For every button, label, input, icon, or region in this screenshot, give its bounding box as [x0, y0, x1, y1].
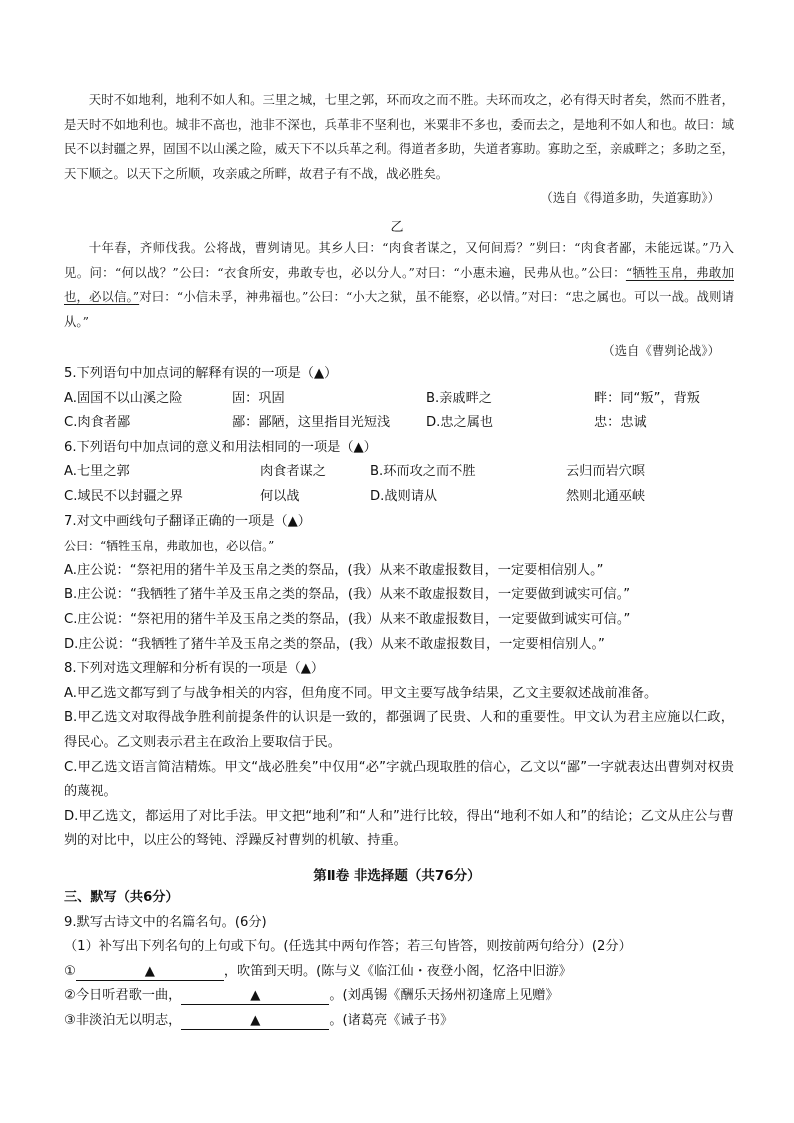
q6-row-2	[64, 485, 734, 510]
q5-option-d-expl: 忠：忠诚	[594, 415, 647, 431]
q5-option-b-expl: 畔：同“叛”，背叛	[594, 390, 700, 406]
q8-option-b: B.甲乙选文对取得战争胜利前提条件的认识是一致的，都强调了民贵、人和的重要性。甲文认为君主应施以仁政，得民心。乙文则表示君主在政治上要取信于民。	[64, 710, 734, 750]
q6-option-d-1: D.战则请从	[370, 488, 438, 504]
q8-stem: 8.下列对选文理解和分析有误的一项是（▲）	[64, 661, 325, 677]
q7-option-a: A.庄公说：“祭祀用的猪牛羊及玉帛之类的祭品，(我）从来不敢虚报数目，一定要相信别人。”	[64, 562, 604, 578]
passage-yi-text-2: 对曰：“小信未孚，神弗福也。”公曰：“小大之狱，虽不能察，必以情。”对曰：“忠之属也。可以一战。战则请从。”	[64, 289, 734, 329]
q8-option-a: A.甲乙选文都写到了与战争相关的内容，但角度不同。甲文主要写战争结果，乙文主要叙述战前准备。	[64, 685, 658, 701]
q5-row-1	[64, 387, 734, 412]
q9-blank-3[interactable]: ▲	[181, 1013, 329, 1030]
q6-option-c-1: C.域民不以封疆之界	[64, 488, 183, 504]
q9-blank-1[interactable]: ▲	[76, 964, 224, 981]
q8-option-c: C.甲乙选文语言简洁精炼。甲文“战必胜矣”中仅用“必”字就凸现取胜的信心，乙文以“鄙”一字就表达出曹刿对权贵的蔑视。	[64, 759, 734, 800]
passage-jia-source: （选自《得道多助，失道寡助》）	[540, 190, 720, 205]
q6-option-d-2: 然则北通巫峡	[566, 488, 646, 504]
q6-stem: 6.下列语句中加点词的意义和用法相同的一项是（▲）	[64, 439, 377, 455]
q6-option-c-2: 何以战	[260, 488, 300, 504]
q6-option-b-1: B.环而攻之而不胜	[370, 464, 476, 480]
q9-line-3: ③非淡泊无以明志， ▲ 。(诸葛亮《诫子书》	[64, 1012, 454, 1028]
q9-line-2: ②今日听君歌一曲， ▲ 。(刘禹锡《酬乐天扬州初逢席上见赠》	[64, 988, 559, 1004]
passage-yi-label: 乙	[390, 220, 404, 235]
q9-stem: 9.默写古诗文中的名篇名句。(6分)	[64, 914, 267, 930]
q5-option-d: D.忠之属也	[426, 415, 494, 431]
passage-yi-underlined-sentence: “牺牲玉帛，弗敢加也，必以信。”	[64, 264, 734, 304]
q5-option-b: B.亲戚畔之	[426, 390, 492, 406]
q5-row-2	[64, 411, 734, 436]
questions-area	[64, 362, 734, 854]
q7-option-c: C.庄公说：“祭祀用的猪牛羊及玉帛之类的祭品，(我）从来不敢虚报数目，一定要做到诚实可信。”	[64, 611, 631, 627]
q5-option-a: A.固国不以山溪之险	[64, 390, 183, 406]
q6-row-1	[64, 460, 734, 485]
passage-yi	[64, 236, 734, 334]
q9-blank-2[interactable]: ▲	[181, 988, 329, 1005]
q6-option-a-2: 肉食者谋之	[260, 464, 326, 480]
q7-stem: 7.对文中画线句子翻译正确的一项是（▲）	[64, 513, 311, 529]
passage-yi-text-1: 十年春，齐师伐我。公将战，曹刿请见。其乡人曰：“肉食者谋之，又何间焉？”刿曰：“肉食者鄙，未能远谋。”乃入见。问：“何以战？”公曰：“衣食所安，弗敢专也，必以分人。”对曰：“小惠未遍，民弗从也。”公曰：	[64, 240, 734, 280]
section-3-area	[64, 886, 734, 1034]
q7-option-b: B.庄公说：“我牺牲了猪牛羊及玉帛之类的祭品，(我）从来不敢虚报数目，一定要做到诚实可信。”	[64, 587, 631, 603]
passage-jia-text: 天时不如地利，地利不如人和。三里之城，七里之郭，环而攻之而不胜。夫环而攻之，必有得天时者矣，然而不胜者，是天时不如地利也。城非不高也，池非不深也，兵革非不坚利也，米粟非不多也，委而去之，是地利不如人和也。故曰：域民不以封疆之界，固国不以山溪之险，威天下不以兵革之利。得道者多助，失道者寡助。寡助之至，亲戚畔之；多助之至，天下顺之。以天下之所顺，攻亲戚之所畔，故君子有不战，战必胜矣。	[64, 92, 734, 181]
q6-option-a-1: A.七里之郭	[64, 464, 130, 480]
q5-stem: 5.下列语句中加点词的解释有误的一项是（▲）	[64, 366, 338, 381]
q5-option-c: C.肉食者鄙	[64, 415, 131, 431]
q8-option-d: D.甲乙选文，都运用了对比手法。甲文把“地利”和“人和”进行比较，得出“地利不如人和”的结论；乙文从庄公与曹刿的对比中，以庄公的驽钝、浮躁反衬曹刿的机敏、持重。	[64, 808, 734, 849]
q5-option-a-expl: 固：巩固	[232, 390, 285, 406]
passage-jia	[64, 88, 734, 186]
part-2-title: 第Ⅱ卷 非选择题（共76分）	[313, 868, 481, 884]
section-3-heading: 三、默写（共6分）	[64, 890, 179, 905]
passage-yi-source: （选自《曹刿论战》）	[602, 343, 720, 358]
q9-sub1: （1）补写出下列名句的上句或下句。(任选其中两句作答；若三句皆答，则按前两句给分）(2分）	[64, 939, 632, 955]
q5-option-c-expl: 鄙：鄙陋，这里指目光短浅	[232, 415, 391, 431]
q7-quote: 公曰：“牺牲玉帛，弗敢加也，必以信。”	[64, 539, 275, 554]
q9-line-1: ① ▲ ，吹笛到天明。(陈与义《临江仙・夜登小阁，忆洛中旧游》	[64, 963, 572, 979]
q7-option-d: D.庄公说：“我牺牲了猪牛羊及玉帛之类的祭品，(我）从来不敢虚报数目，一定要相信别人。”	[64, 636, 605, 652]
q6-option-b-2: 云归而岩穴暝	[566, 464, 646, 480]
